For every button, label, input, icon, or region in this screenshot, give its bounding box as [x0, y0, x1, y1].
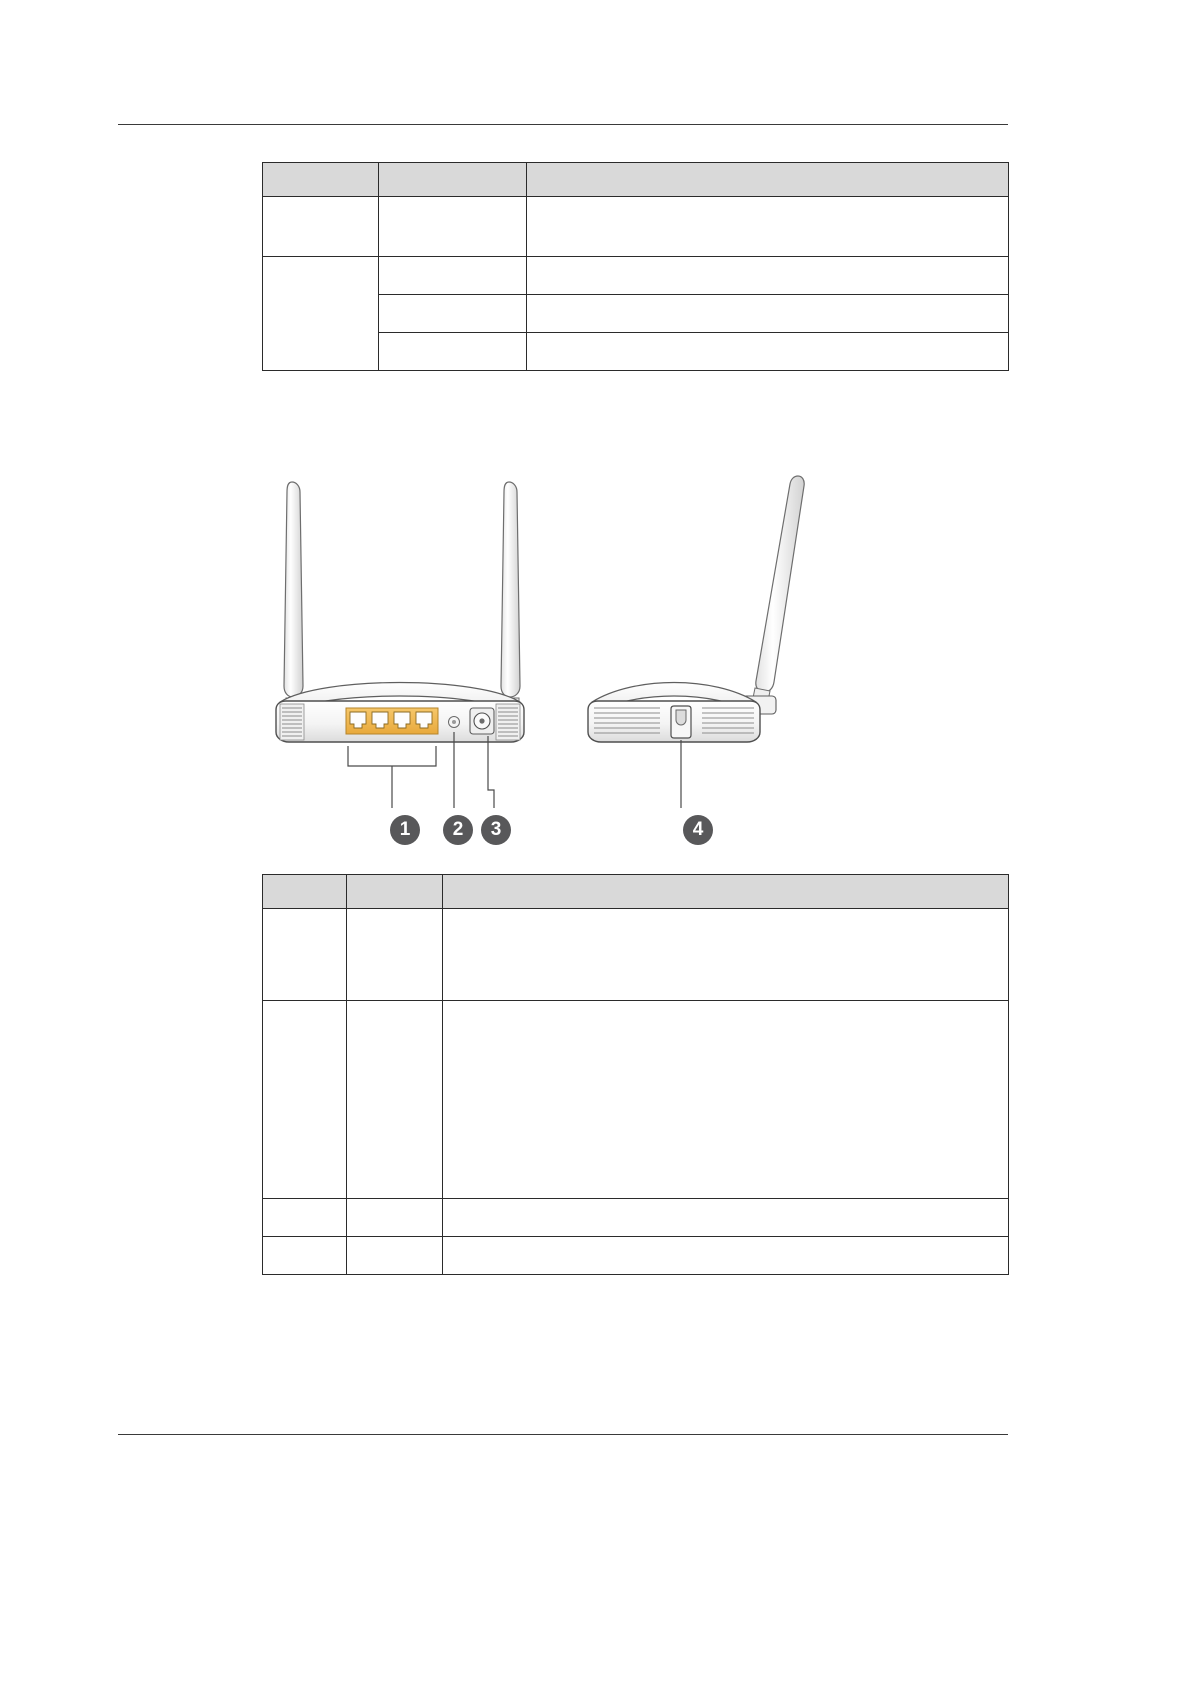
table-cell-name — [347, 1199, 443, 1237]
table-header-row — [263, 875, 1009, 909]
power-jack — [470, 708, 494, 734]
table-cell-name — [379, 295, 527, 333]
table-cell-label — [263, 197, 379, 257]
table-cell-name — [379, 197, 527, 257]
callout-3: 3 — [481, 815, 511, 845]
router-diagram — [262, 470, 1008, 860]
antenna-side-icon — [753, 476, 804, 701]
leader-power — [488, 736, 494, 808]
table-row — [263, 257, 1009, 295]
reset-button — [449, 717, 460, 728]
table-header-cell-2 — [347, 875, 443, 909]
table-cell-description — [527, 333, 1009, 371]
table-cell-description — [443, 1237, 1009, 1275]
table-cell-description — [527, 295, 1009, 333]
antenna-left-icon — [284, 482, 303, 708]
table-header-cell-1 — [263, 163, 379, 197]
table-cell-name — [347, 909, 443, 1001]
antenna-right-icon — [501, 482, 520, 708]
table-cell-name — [379, 333, 527, 371]
table-header-cell-2 — [379, 163, 527, 197]
table-cell-description — [443, 1199, 1009, 1237]
table-header-cell-3 — [443, 875, 1009, 909]
table-cell-item — [263, 909, 347, 1001]
table-row — [263, 1001, 1009, 1199]
table-cell-item — [263, 1001, 347, 1199]
table-row — [263, 1237, 1009, 1275]
table-header-row — [263, 163, 1009, 197]
router-rear-view — [276, 482, 524, 808]
table-row — [263, 909, 1009, 1001]
table-row — [263, 197, 1009, 257]
table-header-cell-3 — [527, 163, 1009, 197]
table-cell-label — [263, 257, 379, 371]
product-illustration — [262, 470, 1008, 860]
callout-2: 2 — [443, 815, 473, 845]
top-specification-table — [262, 162, 1009, 371]
vent-right-icon — [496, 704, 520, 740]
table-cell-description — [443, 1001, 1009, 1199]
table-cell-description — [443, 909, 1009, 1001]
wps-wifi-button — [671, 706, 691, 738]
table-cell-name — [379, 257, 527, 295]
vent-left-icon — [280, 704, 304, 740]
table-cell-item — [263, 1237, 347, 1275]
router-side-view — [588, 476, 804, 808]
table-cell-description — [527, 257, 1009, 295]
footer-rule — [118, 1434, 1008, 1435]
header-rule — [118, 124, 1008, 125]
table-cell-description — [527, 197, 1009, 257]
leader-ports — [348, 746, 436, 808]
ethernet-ports — [346, 708, 438, 734]
callout-1: 1 — [390, 815, 420, 845]
table-row — [263, 1199, 1009, 1237]
table-cell-name — [347, 1001, 443, 1199]
bottom-specification-table — [262, 874, 1009, 1275]
table-cell-item — [263, 1199, 347, 1237]
table-header-cell-1 — [263, 875, 347, 909]
table-cell-name — [347, 1237, 443, 1275]
callout-4: 4 — [683, 815, 713, 845]
